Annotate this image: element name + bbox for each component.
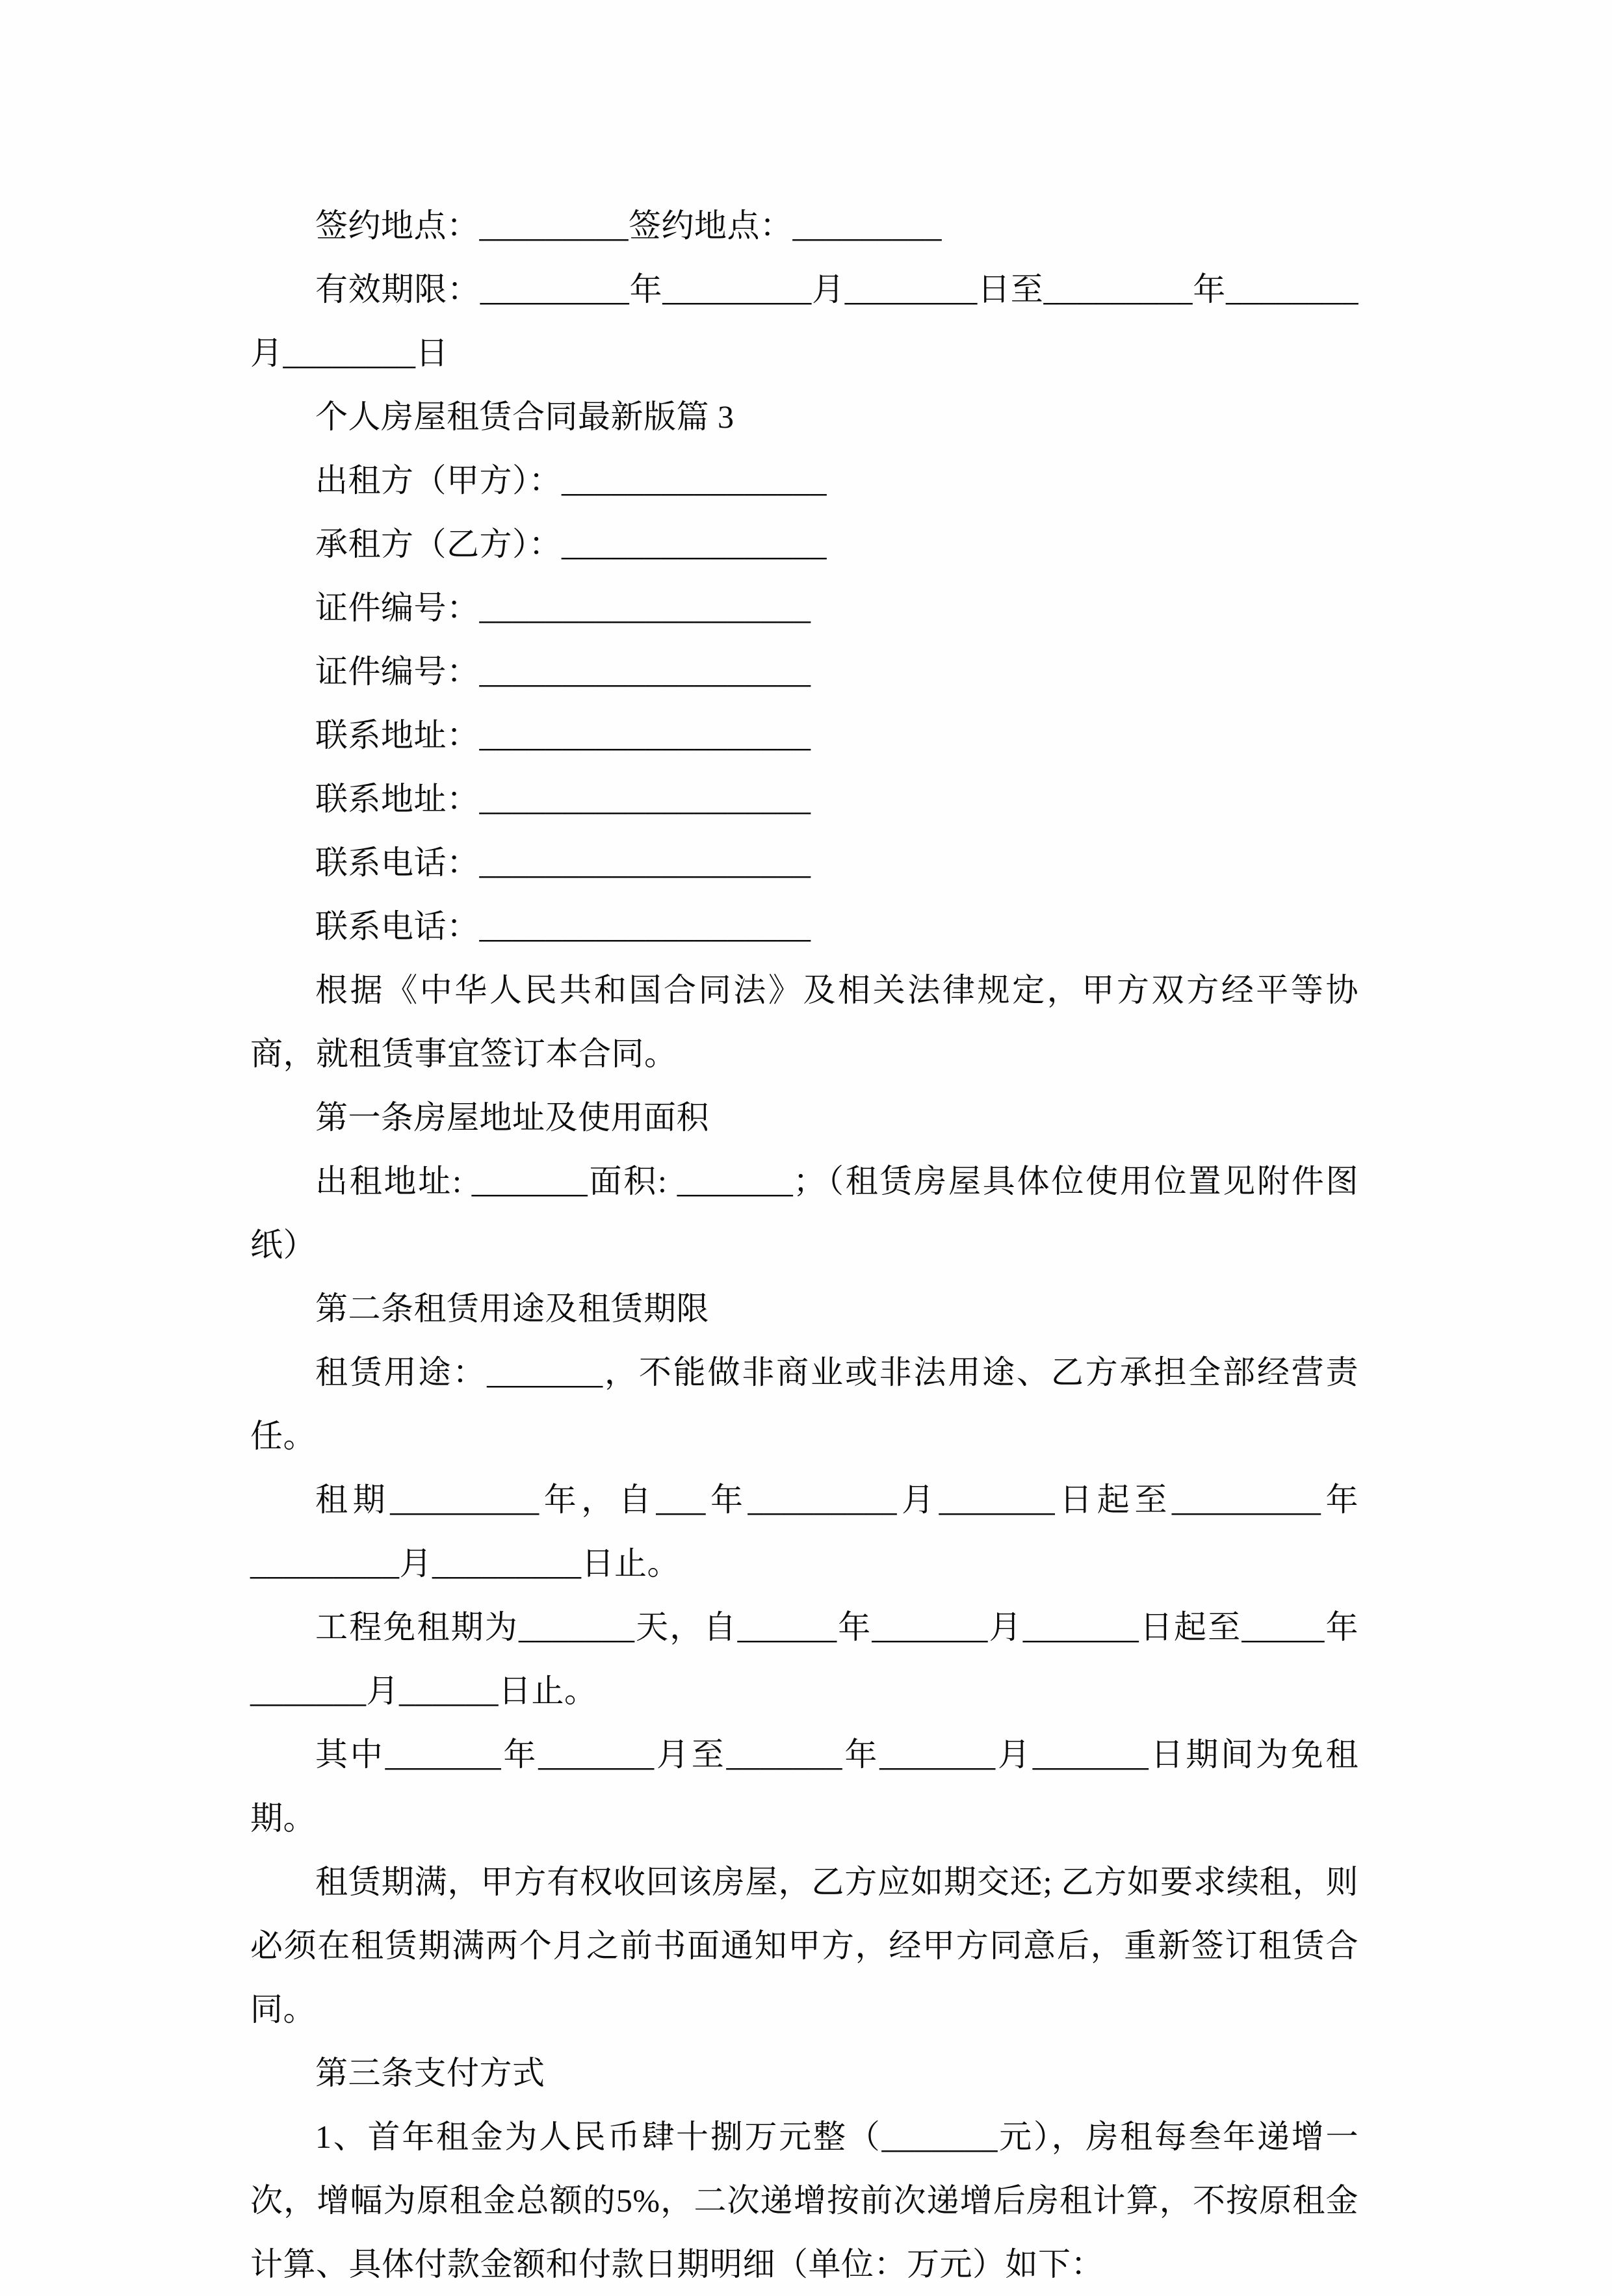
- article-1-heading: 第一条房屋地址及使用面积: [315, 1099, 709, 1136]
- preamble-paragraph: 根据《中华人民共和国合同法》及相关法律规定，甲方双方经平等协商，就租赁事宜签订本合同。: [250, 972, 1358, 1072]
- id-number-line-2: 证件编号：____________________: [315, 653, 811, 690]
- article-2-rent-free-range: 其中_______年_______月至_______年_______月_______日期间为免租期。: [250, 1736, 1358, 1836]
- lessor-line: 出租方（甲方）：________________: [315, 462, 827, 499]
- article-1-content: 出租地址: _______面积: _______；（租赁房屋具体位使用位置见附件图纸）: [250, 1163, 1358, 1263]
- lessee-line: 承租方（乙方）：________________: [315, 526, 827, 562]
- article-2-rent-free-period: 工程免租期为_______天，自______年_______月_______日起至_____年 _______月______日止。: [250, 1609, 1358, 1709]
- id-number-line-1: 证件编号：____________________: [315, 590, 811, 626]
- contact-phone-line-2: 联系电话：____________________: [315, 908, 811, 945]
- contact-phone-line-1: 联系电话：____________________: [315, 844, 811, 881]
- article-2-renewal: 租赁期满，甲方有权收回该房屋，乙方应如期交还; 乙方如要求续租，则必须在租赁期满两个月之前书面通知甲方，经甲方同意后，重新签订租赁合同。: [250, 1864, 1358, 2028]
- validity-period-line: 有效期限：_________年_________月________日至_________年________ 月________日: [250, 271, 1358, 371]
- article-2-usage: 租赁用途：_______，不能做非商业或非法用途、乙方承担全部经营责任。: [250, 1354, 1358, 1454]
- article-2-heading: 第二条租赁用途及租赁期限: [315, 1290, 709, 1327]
- article-3-payment: 1、首年租金为人民币肆十捌万元整（_______元），房租每叁年递增一次，增幅为原租金总额的5%，二次递增按前次递增后房租计算，不按原租金计算、具体付款金额和付款日期明细（单位：万元）如下：: [250, 2119, 1358, 2282]
- sign-location-line: 签约地点：_________签约地点：_________: [315, 207, 942, 244]
- contact-address-line-1: 联系地址：____________________: [315, 717, 811, 753]
- document-body: [250, 194, 1358, 2296]
- article-2-term: 租期_________年，自___年_________月_______日起至_________年 _________月_________日止。: [250, 1481, 1358, 1582]
- article-3-heading: 第三条支付方式: [315, 2055, 545, 2091]
- section-title: 个人房屋租赁合同最新版篇 3: [315, 398, 734, 435]
- contact-address-line-2: 联系地址：____________________: [315, 781, 811, 817]
